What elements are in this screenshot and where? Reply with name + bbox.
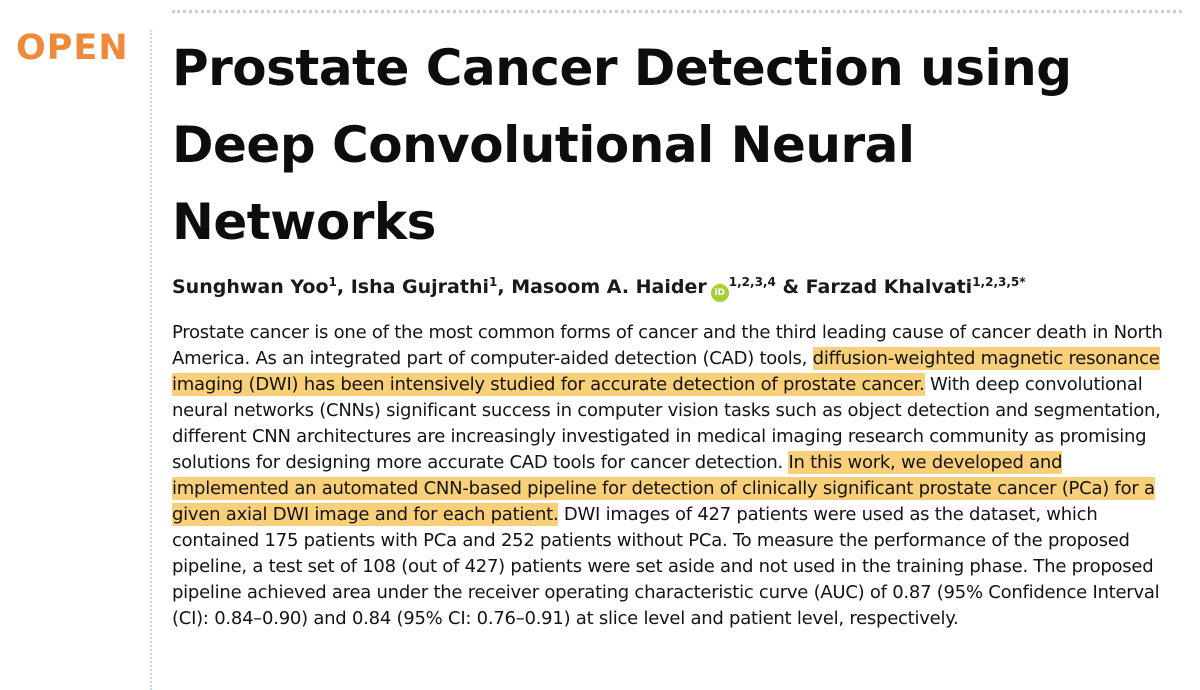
abstract-text: DWI images of 427 patients were used as the dataset, which contained 175 patients with PCa and 252 patients without PCa. To measure the performance of the proposed pipeline, a test set of 108 (out of 427) patients were set aside and not used in the training phase. The proposed pipeline achieved area under the receiver operating characteristic curve (AUC) of 0.87 (95% Confidence Interval (CI): 0.84–0.90) and 0.84 (95% CI: 0.76–0.91) at slice level and patient level, respectively. [172, 504, 1160, 629]
paper-title: Prostate Cancer Detection using Deep Convolutional Neural Networks [172, 39, 1072, 251]
side-dotted-rule [150, 30, 152, 690]
author-separator: & [775, 276, 806, 298]
highlighted-text: In this work, we developed and implemented an automated CNN-based pipeline for detection of clinically significant prostate cancer (PCa) for a given axial DWI image and for each patient. [172, 452, 1155, 525]
abstract [172, 320, 1184, 632]
author-name[interactable]: Isha Gujrathi [350, 276, 489, 298]
author-affiliation: 1 [328, 275, 337, 289]
author-separator: , [497, 276, 512, 298]
author-name[interactable]: Sunghwan Yoo [172, 276, 329, 298]
abstract-text: With deep convolutional neural networks (CNNs) significant success in computer vision tasks such as object detection and segmentation, different CNN architectures are increasingly investigated in medical imaging research community as promising solutions for designing more accurate CAD tools for cancer detection. [172, 374, 1161, 473]
author-affiliation: 1,2,3,5* [972, 275, 1026, 289]
author-separator: , [336, 276, 351, 298]
author-list [172, 267, 1182, 302]
orcid-icon[interactable]: iD [711, 284, 729, 302]
author-name[interactable]: Farzad Khalvati [805, 276, 973, 298]
open-access-badge: OPEN [16, 28, 129, 68]
highlighted-text: diffusion-weighted magnetic resonance imaging (DWI) has been intensively studied for accurate detection of prostate cancer. [172, 348, 1160, 395]
author-affiliation: 1,2,3,4 [728, 275, 776, 289]
author-affiliation: 1 [489, 275, 498, 289]
author-name[interactable]: Masoom A. Haider [511, 276, 707, 298]
abstract-text: Prostate cancer is one of the most common forms of cancer and the third leading cause of cancer death in North America. As an integrated part of computer-aided detection (CAD) tools, [172, 322, 1163, 369]
top-dotted-rule [172, 10, 1182, 13]
